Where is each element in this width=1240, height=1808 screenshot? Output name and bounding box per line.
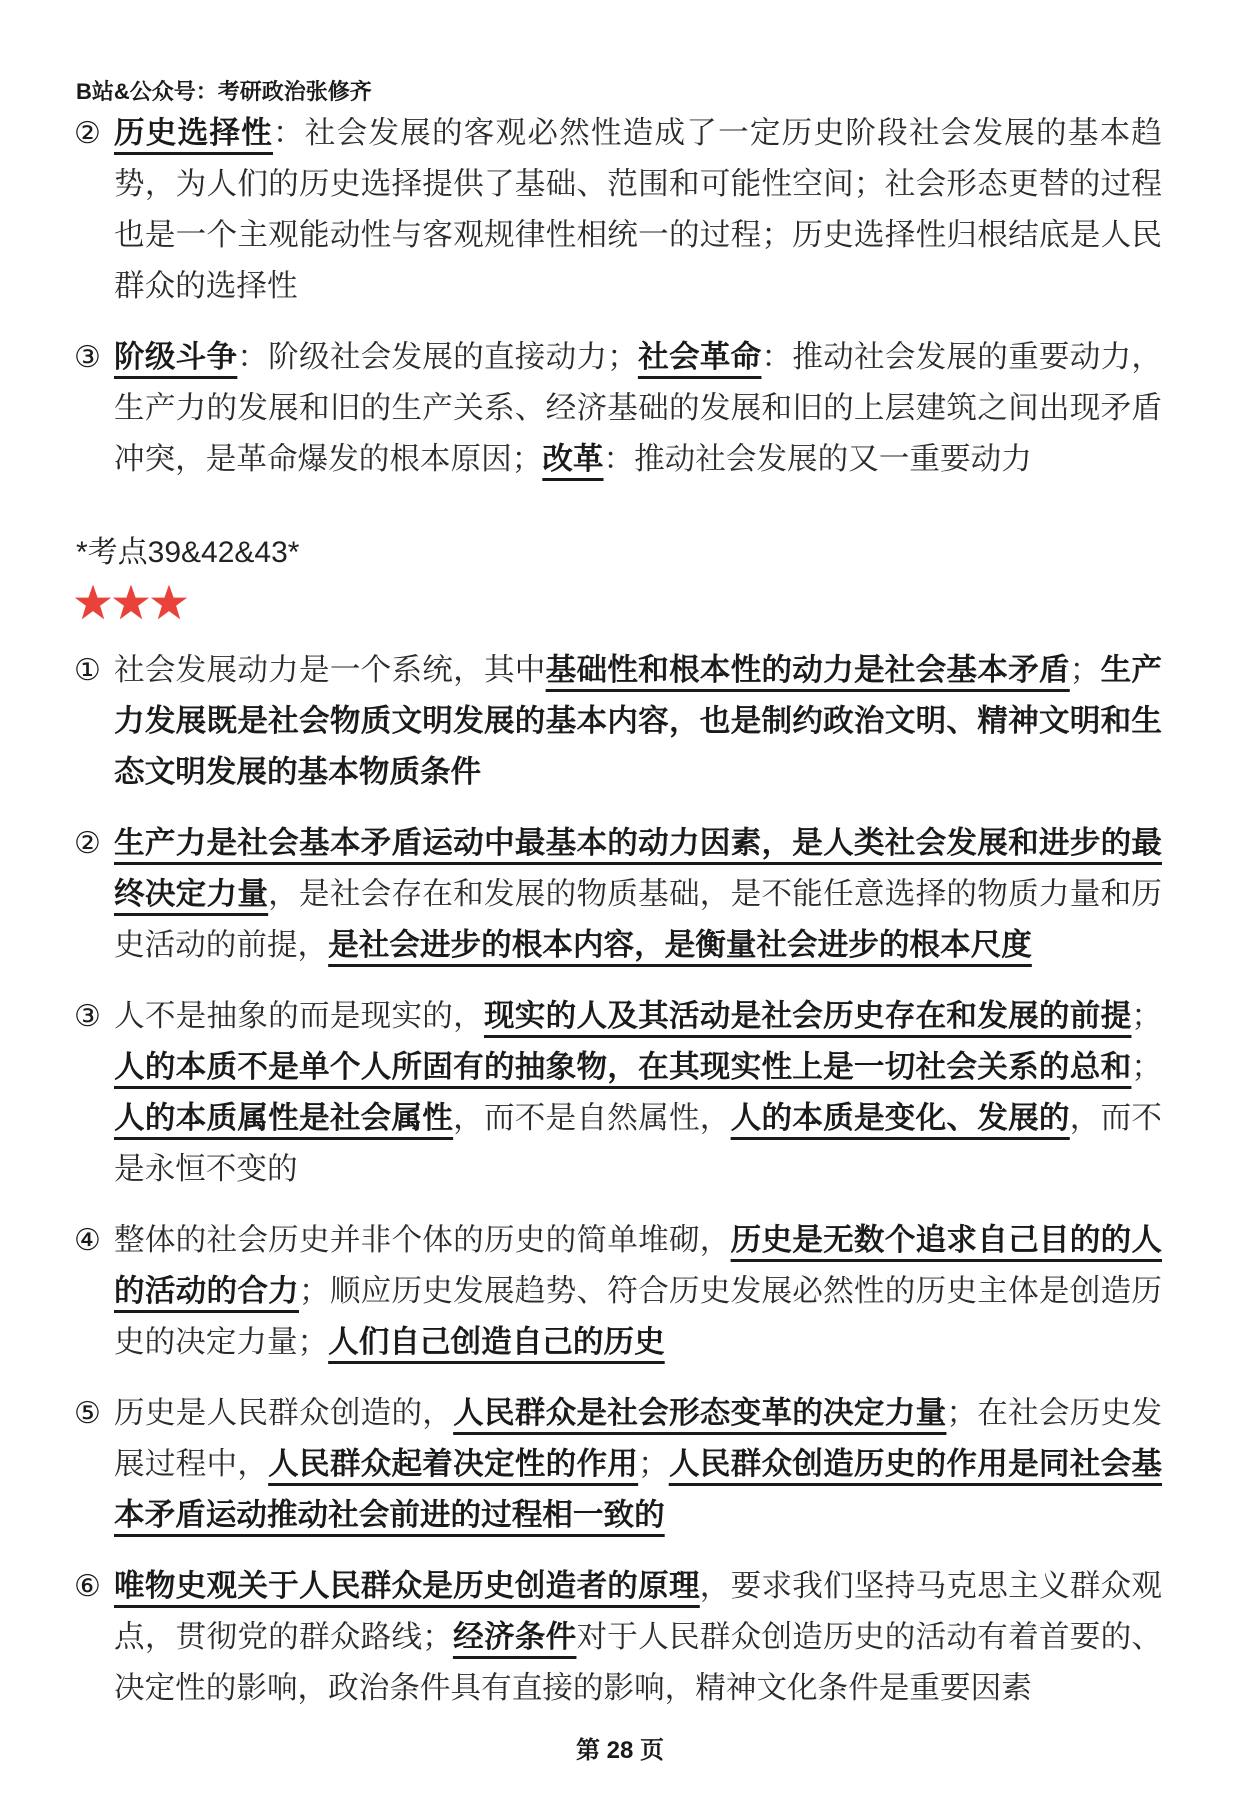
body-text: ：社会发展的客观必然性造成了一定历史阶段社会发展的基本趋势，为人们的历史选择提供了基础、范围和可能性空间；社会形态更替的过程也是一个主观能动性与客观规律性相统一的过程；历史选择性归根结底是人民群众的选择性 <box>114 116 1163 303</box>
body-text: ：推动社会发展的重要动力，生产力的发展和旧的生产关系、经济基础的发展和旧的上层建筑之间出现矛盾冲突，是革命爆发的根本原因； <box>114 340 1163 476</box>
body-text: ，是社会存在和发展的物质基础，是不能任意选择的物质力量和历史活动的前提， <box>114 877 1163 963</box>
paragraph-productive-forces <box>74 818 1163 971</box>
body-text: ； <box>1131 1050 1162 1084</box>
paragraph-history-resultant-force <box>74 1215 1162 1368</box>
body-text: ；在社会历史发展过程中， <box>114 1396 1163 1482</box>
paragraph-masses-create-history <box>74 1388 1163 1541</box>
body-text: 人不是抽象的而是现实的， <box>114 999 484 1034</box>
item-number-marker: ④ <box>74 1224 101 1257</box>
body-text: ； <box>1131 999 1163 1033</box>
importance-rating <box>74 581 1240 625</box>
body-text: 首要的、决定性的影响， <box>114 1620 1163 1705</box>
item-number-marker: ③ <box>74 1000 101 1033</box>
body-text: ； <box>1069 653 1101 687</box>
key-point-underlined: 历史选择性 <box>114 116 273 150</box>
body-text: 整体的社会历史并非个体的历史的简单堆砌， <box>114 1223 731 1258</box>
key-point-underlined: 生产力是社会基本矛盾运动中最基本的动力因素，是人类社会发展和进步的最终决定力量 <box>114 826 1162 911</box>
body-text: ；顺应历史发展趋势、符合历史发展必然性的历史主体是创造历史的决定力量； <box>114 1274 1162 1360</box>
star-icon <box>150 581 188 623</box>
item-number-marker: ① <box>74 654 101 687</box>
body-text: 生产力发展既是社会物质文明发展的基本内容，也是制约政治文明、精神文明和生态文明发展的基本物质条件 <box>114 653 1163 789</box>
key-point-underlined: 人们自己创造自己的历史 <box>328 1325 665 1359</box>
paragraph-class-struggle <box>74 332 1163 485</box>
key-point-underlined: 人民群众起着决定性的作用 <box>268 1447 639 1481</box>
section-label: *考点39&42&43* <box>76 536 300 569</box>
key-point-underlined: 人的本质属性是社会属性 <box>114 1101 454 1135</box>
star-icon <box>74 581 112 623</box>
body-text: ，要求我们坚持马克思主义群众观点，贯彻党的群众路线； <box>114 1569 1163 1655</box>
key-point-underlined: 人的本质是变化、发展的 <box>730 1101 1070 1135</box>
body-text: 社会发展动力是一个系统，其中 <box>114 653 546 688</box>
body-text: 政治条件具有直接的影响，精神文化条件是重要因素 <box>328 1671 1032 1706</box>
key-point-underlined: 人民群众是社会形态变革的决定力量 <box>453 1396 947 1430</box>
body-text: 对于人民群众创造历史的活动有着 <box>576 1620 1039 1655</box>
key-point-underlined: 经济条件 <box>452 1620 577 1654</box>
key-point-underlined: 人民群众创造历史的作用是同社会基本矛盾运动推动社会前进的过程相一致的 <box>114 1447 1163 1532</box>
paragraph-historical-choice <box>74 108 1163 312</box>
body-text: 历史是人民群众创造的， <box>114 1396 454 1431</box>
key-point-underlined: 唯物史观关于人民群众是历史创造者的原理 <box>114 1569 700 1603</box>
body-text: ：阶级社会发展的直接动力； <box>237 340 638 374</box>
key-point-underlined: 现实的人及其活动是社会历史存在和发展的前提 <box>483 999 1132 1033</box>
body-text: ； <box>638 1447 669 1481</box>
item-number-marker: ② <box>74 827 101 860</box>
key-point-underlined: 改革 <box>542 442 604 476</box>
key-point-underlined: 社会革命 <box>637 340 762 374</box>
body-text: ：推动社会发展的又一重要动力 <box>603 442 1032 476</box>
paragraph-social-development-motive <box>74 645 1163 798</box>
source-header: B站&公众号：考研政治张修齐 <box>76 79 372 104</box>
body-text: ，而不是永恒不变的 <box>114 1101 1163 1187</box>
body-text: ，而不是自然属性， <box>453 1101 731 1136</box>
key-point-underlined: 是社会进步的根本内容，是衡量社会进步的根本尺度 <box>328 928 1032 962</box>
paragraph-human-essence <box>74 991 1163 1195</box>
paragraph-historical-materialism-masses <box>74 1561 1163 1714</box>
key-point-underlined: 人的本质不是单个人所固有的抽象物，在其现实性上是一切社会关系的总和 <box>114 1050 1132 1084</box>
key-point-underlined: 历史是无数个追求自己目的的人的活动的合力 <box>114 1223 1162 1308</box>
item-number-marker: ③ <box>74 341 101 374</box>
key-point-underlined: 基础性和根本性的动力是社会基本矛盾 <box>545 653 1070 687</box>
key-point-underlined: 阶级斗争 <box>114 340 238 374</box>
item-number-marker: ⑤ <box>74 1397 101 1430</box>
item-number-marker: ⑥ <box>74 1570 101 1603</box>
star-icon <box>112 581 150 623</box>
page-number: 第 28 页 <box>575 1737 665 1764</box>
item-number-marker: ② <box>74 117 101 150</box>
